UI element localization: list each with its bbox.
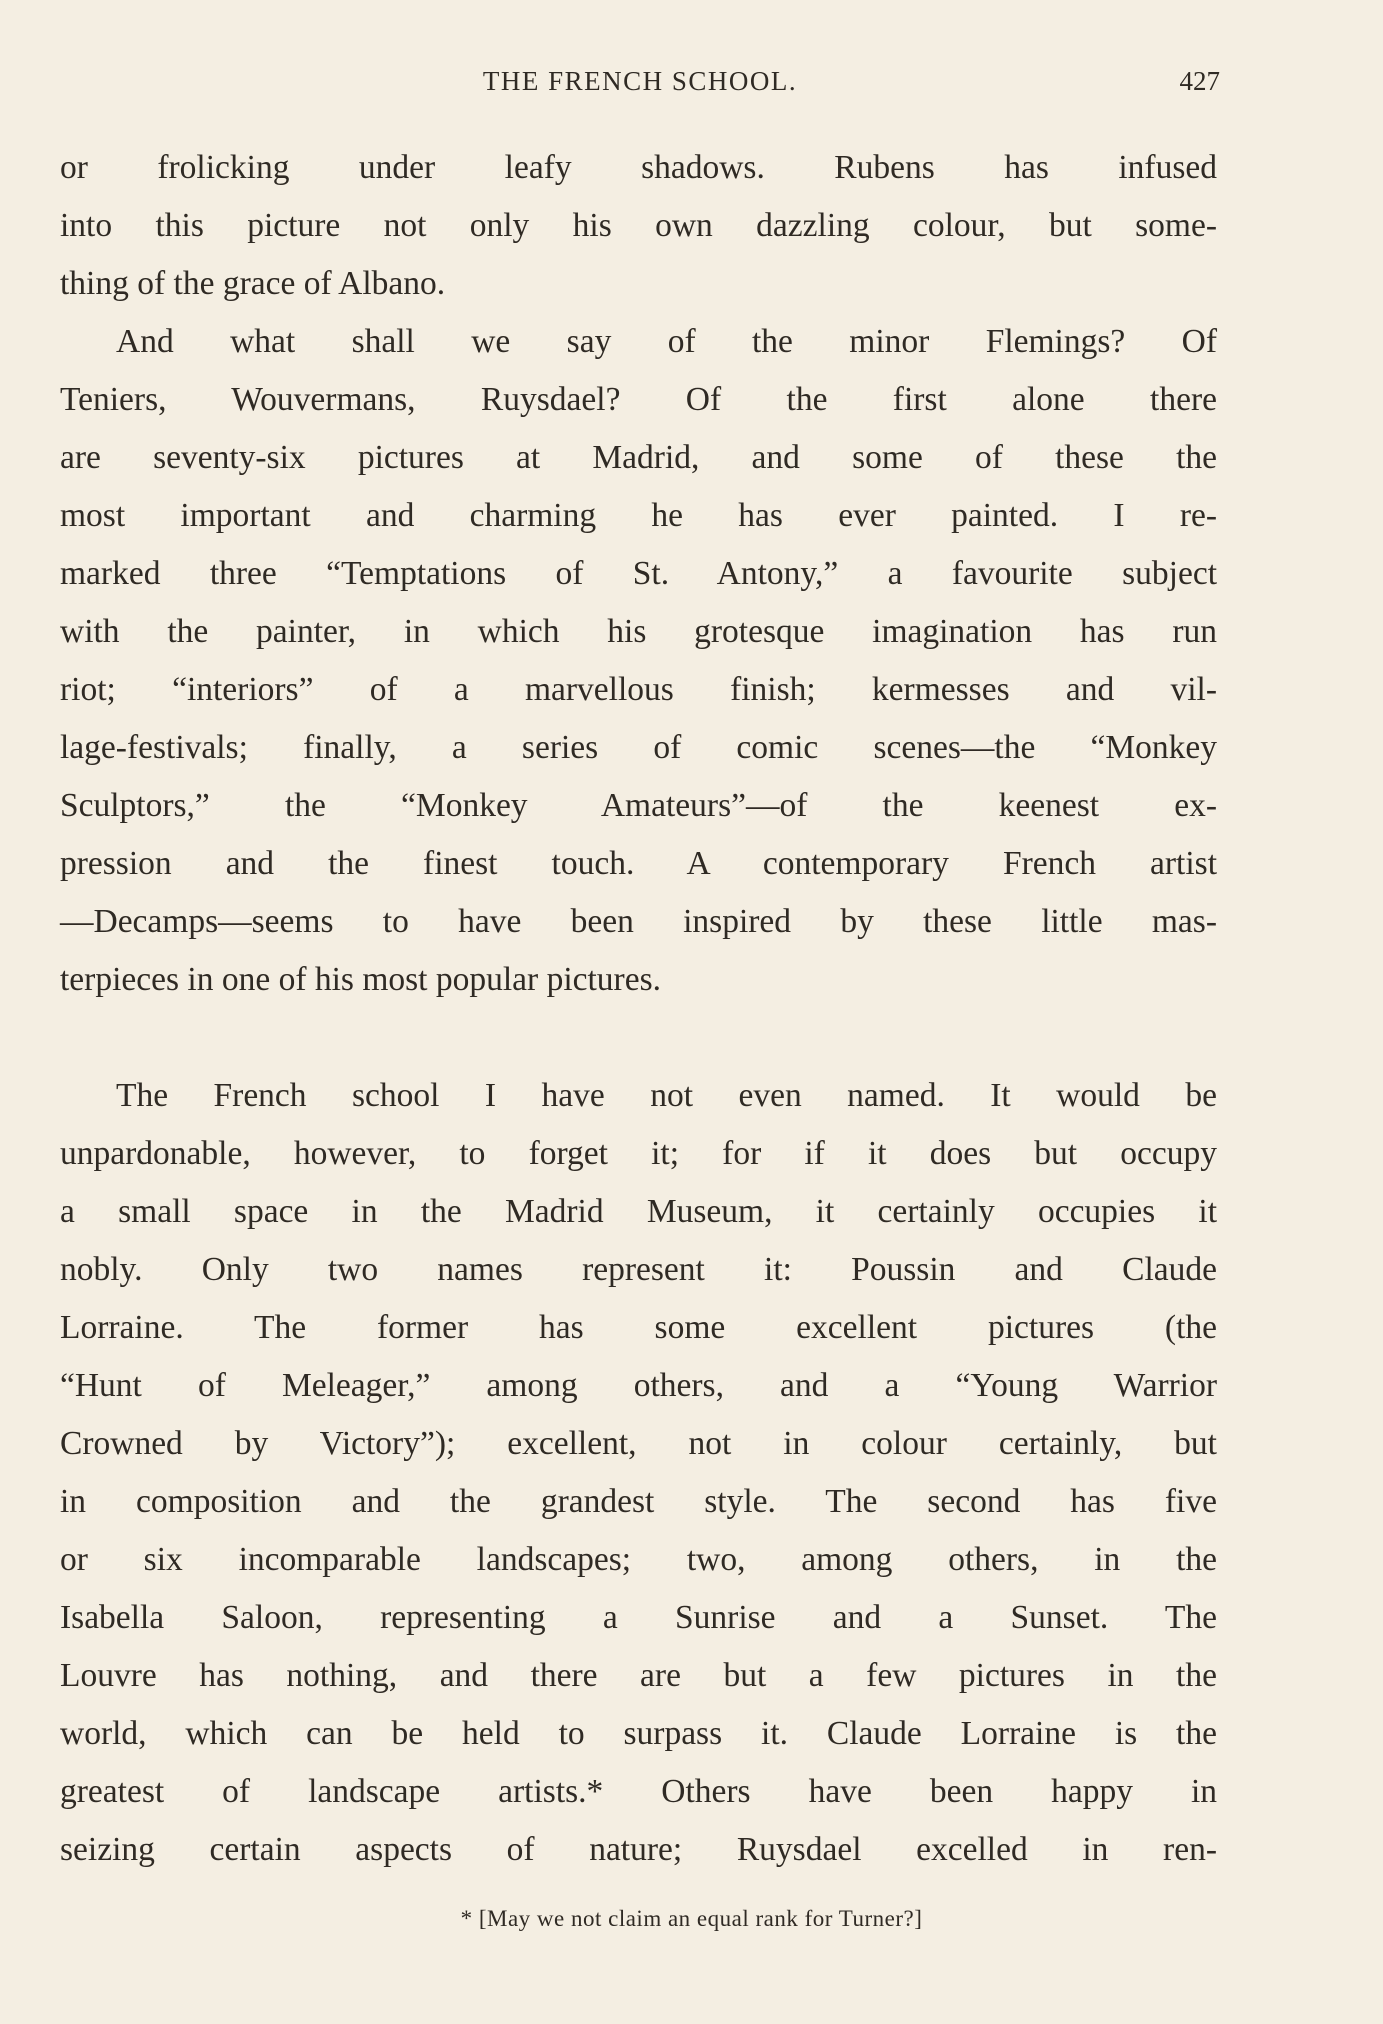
text-line: Sculptors,” the “Monkey Amateurs”—of the keenest ex- (60, 787, 1217, 824)
text-line: Lorraine. The former has some excellent pictures (the (60, 1309, 1217, 1346)
text-line: nobly. Only two names represent it: Poussin and Claude (60, 1251, 1217, 1288)
text-line: And what shall we say of the minor Flemings? Of (116, 323, 1217, 360)
running-head (60, 62, 1220, 102)
footnote: * [May we not claim an equal rank for Turner?] (460, 1906, 923, 1931)
text-line: Isabella Saloon, representing a Sunrise and a Sunset. The (60, 1599, 1217, 1636)
text-line: “Hunt of Meleager,” among others, and a “Young Warrior (60, 1367, 1217, 1404)
text-line: most important and charming he has ever painted. I re- (60, 497, 1217, 534)
text-line: or six incomparable landscapes; two, among others, in the (60, 1541, 1217, 1578)
text-line: in composition and the grandest style. The second has five (60, 1483, 1217, 1520)
text-line: a small space in the Madrid Museum, it certainly occupies it (60, 1193, 1217, 1230)
text-line: seizing certain aspects of nature; Ruysdael excelled in ren- (60, 1831, 1217, 1868)
text-line: terpieces in one of his most popular pictures. (60, 961, 661, 998)
text-line: unpardonable, however, to forget it; for if it does but occupy (60, 1135, 1217, 1172)
running-title: THE FRENCH SCHOOL. (482, 66, 798, 96)
text-line: or frolicking under leafy shadows. Rubens has infused (60, 149, 1217, 186)
page-number: 427 (1179, 66, 1220, 96)
text-line: greatest of landscape artists.* Others have been happy in (60, 1773, 1217, 1810)
text-line: into this picture not only his own dazzling colour, but some- (60, 207, 1217, 244)
text-line: Louvre has nothing, and there are but a few pictures in the (60, 1657, 1217, 1694)
text-line: The French school I have not even named. It would be (116, 1077, 1217, 1114)
text-line: are seventy-six pictures at Madrid, and some of these the (60, 439, 1217, 476)
text-line: —Decamps—seems to have been inspired by these little mas- (60, 903, 1217, 940)
text-line: Crowned by Victory”); excellent, not in colour certainly, but (60, 1425, 1217, 1462)
text-line: riot; “interiors” of a marvellous finish; kermesses and vil- (60, 671, 1217, 708)
text-line: thing of the grace of Albano. (60, 265, 446, 302)
text-line: lage-festivals; finally, a series of comic scenes—the “Monkey (60, 729, 1217, 766)
text-line: world, which can be held to surpass it. Claude Lorraine is the (60, 1715, 1217, 1752)
text-line: with the painter, in which his grotesque imagination has run (60, 613, 1217, 650)
text-line: pression and the finest touch. A contemporary French artist (60, 845, 1217, 882)
text-line: Teniers, Wouvermans, Ruysdael? Of the first alone there (60, 381, 1217, 418)
text-line: marked three “Temptations of St. Antony,” a favourite subject (60, 555, 1217, 592)
